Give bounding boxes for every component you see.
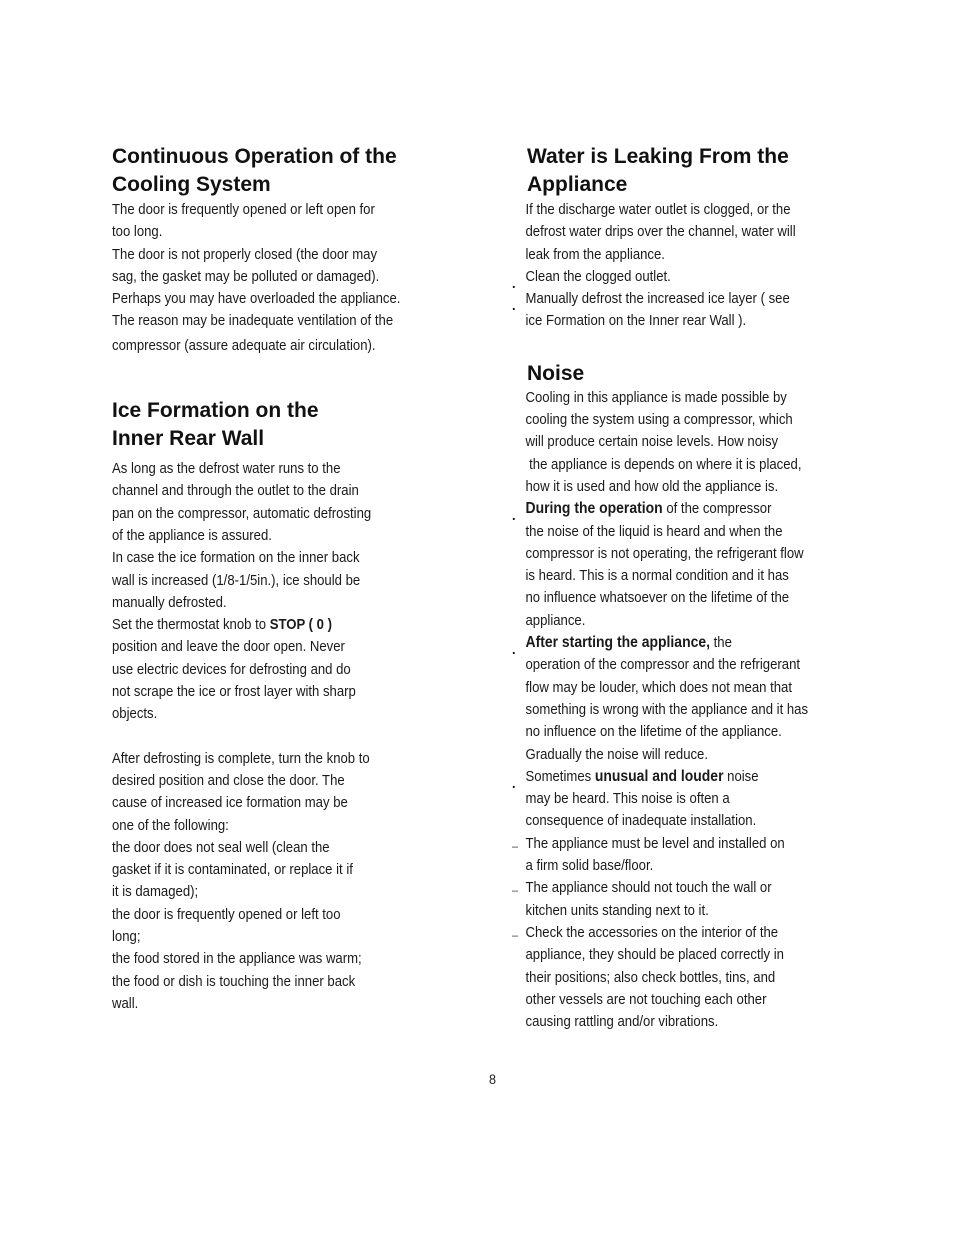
continuous-operation-text: The door is frequently opened or left open for too long. The door is not properly closed (the door may sag, the gasket may be polluted or damaged). Perhaps you may have overloaded the appliance. The reason may be inadequate ventilation of the compressor (assure adequate air circulation).	[112, 202, 401, 354]
list-item: – Check the accessories on the interior of the appliance, they should be placed correctly in their positions; also check bottles, tins, and other vessels are not touching each other causing rattling and/or vibrations.	[512, 924, 784, 1031]
dash-marker: –	[512, 883, 519, 898]
list-item: – The appliance must be level and installed on a firm solid base/floor.	[512, 835, 785, 875]
bullet-marker: .	[512, 641, 516, 658]
stop-label: STOP ( 0 )	[269, 617, 333, 634]
heading-water-leaking: Water is Leaking From the Appliance	[527, 145, 789, 196]
heading-noise: Noise	[527, 361, 585, 385]
page-number: 8	[489, 1071, 497, 1087]
heading-ice-formation: Ice Formation on the Inner Rear Wall	[112, 399, 319, 451]
bullet-marker: .	[512, 274, 516, 291]
list-item: . Sometimes unusual and louder noise may be heard. This noise is often a consequence of inadequate installation.	[512, 767, 759, 830]
dash-marker: –	[512, 927, 519, 942]
bullet-marker: .	[512, 297, 516, 314]
list-item: . Clean the clogged outlet.	[512, 266, 809, 288]
thermostat-stop-line: Set the thermostat knob to STOP ( 0 )	[112, 617, 333, 634]
bullet-marker: .	[512, 507, 516, 524]
list-item: – The appliance should not touch the wall or kitchen units standing next to it.	[512, 880, 772, 919]
left-column	[112, 143, 442, 1015]
noise-text: Cooling in this appliance is made possible by cooling the system using a compressor, which will produce certain noise levels. How noisy the appliance is depends on where it is placed, how it is used and how old the appliance is. . During the operation of the compressor the noise of the liquid is heard and when the compressor is not operating, the refrigerant flow is heard. This is a normal condition and it has no influence whatsoever on the lifetime of the appliance. . After starting the appliance, the operation of the compressor and the refrigerant flow may be louder, which does not mean that something is wrong with the appliance and it has no influence on the lifetime of the appliance. Gradually the noise will reduce. . Sometimes unusual and louder noise may be heard. This noise is often a consequence of inadequate installation. – The appliance must be level and installed on a firm solid base/floor. – The appliance should not touch the wall or kitchen units standing next to it. – Check the accessories on the interior of the appliance, they should be placed correctly in their positions; also check bottles, tins, and other vessels are not touching each other causing rattling and/or vibrations.	[512, 387, 809, 1034]
ice-formation-text: As long as the defrost water runs to the channel and through the outlet to the drain pan on the compressor, automatic defrosting of the appliance is assured. In case the ice formation on the inner back wall is increased (1/8-1/5in.), ice should be manually defrosted. Set the thermostat knob to STOP ( 0 ) position and leave the door open. Never use electric devices for defrosting and do not scrape the ice or frost layer with sharp objects. After defrosting is complete, turn the knob to desired position and close the door. The cause of increased ice formation may be one of the following: the door does not seal well (clean the gasket if it is contaminated, or replace it if it is damaged); the door is frequently opened or left too long; the food stored in the appliance was warm; the food or dish is touching the inner back wall.	[112, 458, 409, 1015]
heading-continuous-operation: Continuous Operation of the Cooling System	[112, 145, 397, 196]
water-leaking-text: If the discharge water outlet is clogged, or the defrost water drips over the channel, water will leak from the appliance. . Clean the clogged outlet. . Manually defrost the increased ice layer ( see ice Formation on the Inner rear Wall ).	[512, 199, 809, 333]
right-column	[512, 143, 842, 1033]
list-item: . During the operation of the compressor the noise of the liquid is heard and when the compressor is not operating, the refrigerant flow is heard. This is a normal condition and it has no influence whatsoever on the lifetime of the appliance.	[512, 500, 804, 629]
list-item: . After starting the appliance, the operation of the compressor and the refrigerant flow may be louder, which does not mean that something is wrong with the appliance and it has no influence on the lifetime of the appliance. Gradually the noise will reduce.	[512, 634, 809, 763]
list-item: . Manually defrost the increased ice layer ( see ice Formation on the Inner rear Wall ).	[512, 291, 790, 330]
bullet-marker: .	[512, 774, 516, 791]
dash-marker: –	[512, 838, 519, 853]
